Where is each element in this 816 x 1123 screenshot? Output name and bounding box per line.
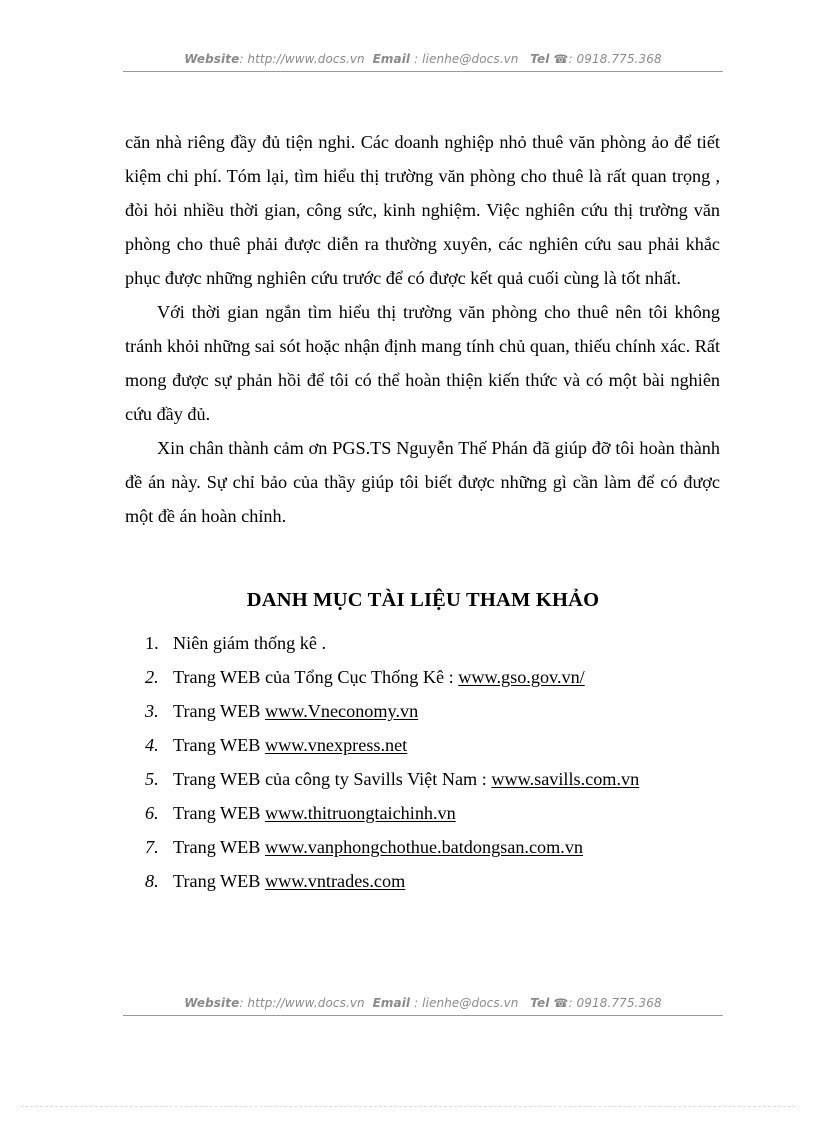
reference-link[interactable]: www.savills.com.vn: [491, 769, 640, 789]
footer-divider: [123, 1015, 723, 1016]
footer-website-value: : http://www.docs.vn: [239, 996, 365, 1010]
header-website-value: : http://www.docs.vn: [239, 52, 365, 66]
page-footer: [123, 996, 723, 1010]
reference-number: 7.: [145, 837, 159, 857]
reference-item: [145, 728, 725, 762]
footer-tel-label: Tel: [530, 996, 550, 1010]
page-break-line: [20, 1106, 796, 1107]
reference-item: [145, 694, 725, 728]
reference-item: [145, 626, 725, 660]
references-title: DANH MỤC TÀI LIỆU THAM KHẢO: [246, 589, 600, 611]
reference-text: Trang WEB của công ty Savills Việt Nam :: [173, 769, 492, 789]
body-text: [125, 125, 720, 533]
references-list: [145, 626, 725, 898]
header-website-label: Website: [184, 52, 240, 66]
reference-link[interactable]: www.thitruongtaichinh.vn: [264, 803, 456, 823]
reference-number: 8.: [145, 871, 159, 891]
header-tel-label: Tel: [530, 52, 550, 66]
reference-item: [145, 864, 725, 898]
reference-text: Trang WEB: [173, 837, 265, 857]
reference-number: 4.: [145, 735, 159, 755]
reference-number: 1.: [145, 633, 159, 653]
footer-tel-value: : 0918.775.368: [568, 996, 662, 1010]
reference-number: 3.: [145, 701, 159, 721]
reference-link[interactable]: www.vanphongchothue.batdongsan.com.vn: [264, 837, 584, 857]
header-tel-value: : 0918.775.368: [568, 52, 662, 66]
paragraph-3: Xin chân thành cảm ơn PGS.TS Nguyễn Thế Phán đã giúp đỡ tôi hoàn thành đề án này. Sự chỉ bảo của thầy giúp tôi biết được những gì cần làm để có được một đề án hoàn chỉnh.: [125, 438, 720, 526]
reference-link[interactable]: www.vnexpress.net: [264, 735, 408, 755]
page-header: [123, 52, 723, 66]
reference-text: Trang WEB: [173, 701, 265, 721]
footer-email-label: Email: [372, 996, 411, 1010]
reference-text: Niên giám thống kê .: [173, 633, 327, 653]
reference-link[interactable]: www.Vneconomy.vn: [264, 701, 419, 721]
reference-link[interactable]: www.vntrades.com: [264, 871, 406, 891]
footer-email-value: : lienhe@docs.vn: [414, 996, 519, 1010]
header-divider: [123, 71, 723, 72]
phone-icon: ☎: [553, 996, 569, 1010]
reference-text: Trang WEB của Tổng Cục Thống Kê :: [173, 667, 459, 687]
reference-item: [145, 830, 725, 864]
header-email-value: : lienhe@docs.vn: [414, 52, 519, 66]
phone-icon: ☎: [553, 52, 569, 66]
header-email-label: Email: [372, 52, 411, 66]
reference-text: Trang WEB: [173, 803, 265, 823]
reference-item: [145, 762, 725, 796]
reference-number: 5.: [145, 769, 159, 789]
paragraph-1: căn nhà riêng đầy đủ tiện nghi. Các doanh nghiệp nhỏ thuê văn phòng ảo để tiết kiệm chi phí. Tóm lại, tìm hiểu thị trường văn phòng cho thuê là rất quan trọng , đòi hỏi nhiều thời gian, công sức, kinh nghiệm. Việc nghiên cứu thị trường văn phòng cho thuê phải được diễn ra thường xuyên, các nghiên cứu sau phải khắc phục được những nghiên cứu trước để có được kết quả cuối cùng là tốt nhất.: [125, 132, 720, 288]
paragraph-2: Với thời gian ngắn tìm hiểu thị trường văn phòng cho thuê nên tôi không tránh khỏi những sai sót hoặc nhận định mang tính chủ quan, thiếu chính xác. Rất mong được sự phản hồi để tôi có thể hoàn thiện kiến thức và có một bài nghiên cứu đầy đủ.: [125, 302, 720, 424]
footer-website-label: Website: [184, 996, 240, 1010]
reference-item: [145, 796, 725, 830]
reference-item: [145, 660, 725, 694]
reference-link[interactable]: www.gso.gov.vn/: [458, 667, 585, 687]
reference-number: 2.: [145, 667, 159, 687]
reference-text: Trang WEB: [173, 871, 265, 891]
reference-number: 6.: [145, 803, 159, 823]
reference-text: Trang WEB: [173, 735, 265, 755]
